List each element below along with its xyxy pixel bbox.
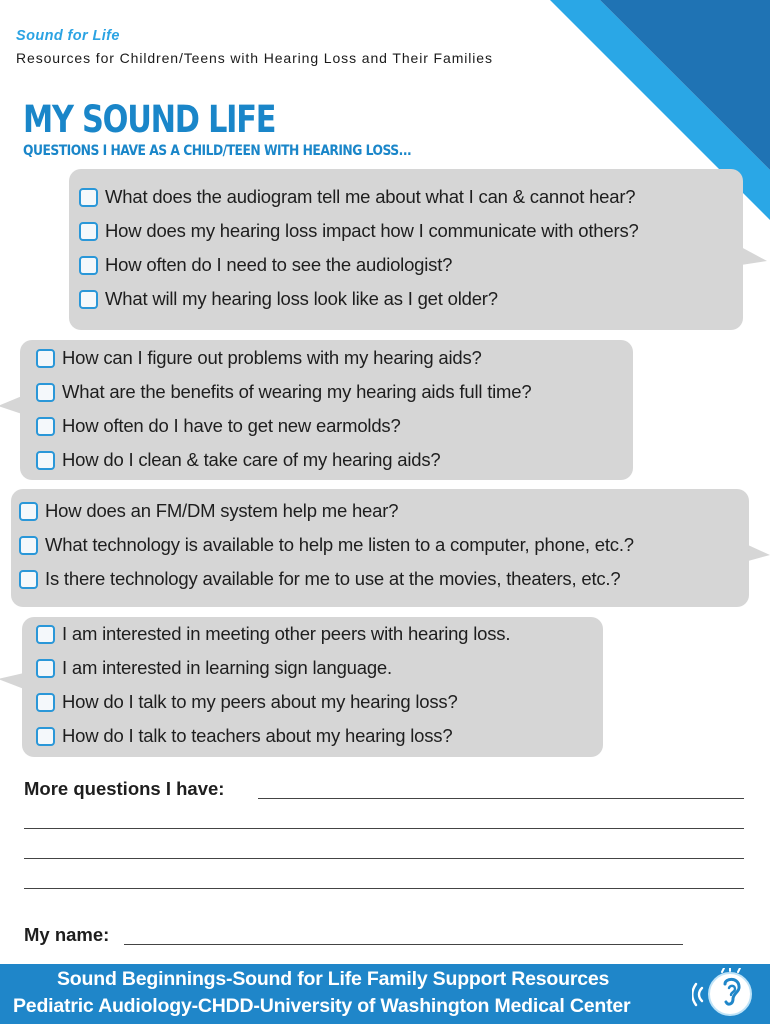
more-questions-line[interactable] [258, 798, 744, 799]
question-item[interactable] [79, 248, 639, 282]
question-text: What are the benefits of wearing my hearing aids full time? [62, 381, 532, 402]
question-item[interactable] [79, 180, 639, 214]
checkbox[interactable] [36, 417, 55, 436]
question-item[interactable] [36, 409, 531, 443]
footer-line-1: Sound Beginnings-Sound for Life Family Support Resources [57, 968, 610, 990]
page-subtitle: QUESTIONS I HAVE AS A CHILD/TEEN WITH HEARING LOSS... [23, 143, 412, 159]
question-item[interactable] [79, 282, 639, 316]
question-text: How do I clean & take care of my hearing aids? [62, 449, 441, 470]
question-text: How does an FM/DM system help me hear? [45, 500, 399, 521]
question-item[interactable] [19, 528, 634, 562]
question-list-1 [79, 180, 639, 316]
question-bubble-2 [20, 340, 633, 480]
brand-name: Sound for Life [16, 28, 120, 44]
checkbox[interactable] [36, 383, 55, 402]
checkbox[interactable] [19, 570, 38, 589]
question-item[interactable] [36, 375, 531, 409]
checkbox[interactable] [19, 502, 38, 521]
page-title: MY SOUND LIFE [23, 98, 276, 141]
question-text: Is there technology available for me to use at the movies, theaters, etc.? [45, 568, 621, 589]
footer-bar [0, 964, 770, 1024]
checkbox[interactable] [79, 256, 98, 275]
more-questions-line[interactable] [24, 888, 744, 889]
question-text: I am interested in learning sign language. [62, 657, 392, 678]
checkbox[interactable] [79, 188, 98, 207]
question-text: How often do I have to get new earmolds? [62, 415, 401, 436]
checkbox[interactable] [36, 625, 55, 644]
question-text: How do I talk to my peers about my hearing loss? [62, 691, 458, 712]
question-item[interactable] [36, 685, 510, 719]
more-questions-line[interactable] [24, 858, 744, 859]
checkbox[interactable] [79, 290, 98, 309]
question-bubble-1 [69, 169, 743, 330]
checkbox[interactable] [36, 349, 55, 368]
footer-line-2: Pediatric Audiology-CHDD-University of Washington Medical Center [13, 995, 631, 1017]
question-text: How does my hearing loss impact how I communicate with others? [105, 220, 639, 241]
question-list-2 [36, 341, 531, 477]
checkbox[interactable] [19, 536, 38, 555]
question-bubble-3 [11, 489, 749, 607]
question-text: What does the audiogram tell me about what I can & cannot hear? [105, 186, 636, 207]
question-text: What technology is available to help me listen to a computer, phone, etc.? [45, 534, 634, 555]
bubble-tail [748, 541, 770, 563]
brand-subtitle: Resources for Children/Teens with Hearing Loss and Their Families [16, 50, 493, 66]
brand-header [16, 28, 493, 66]
question-text: How often do I need to see the audiologist? [105, 254, 453, 275]
question-item[interactable] [36, 719, 510, 753]
bubble-tail [741, 241, 767, 267]
bubble-tail [0, 392, 22, 416]
question-item[interactable] [79, 214, 639, 248]
checkbox[interactable] [36, 451, 55, 470]
ear-logo-icon [692, 968, 762, 1020]
question-item[interactable] [19, 562, 634, 596]
checkbox[interactable] [36, 659, 55, 678]
question-text: How do I talk to teachers about my hearing loss? [62, 725, 453, 746]
question-text: What will my hearing loss look like as I get older? [105, 288, 498, 309]
more-questions-line[interactable] [24, 828, 744, 829]
name-line[interactable] [124, 944, 683, 945]
question-item[interactable] [36, 617, 510, 651]
question-item[interactable] [36, 341, 531, 375]
bubble-tail [0, 667, 24, 693]
question-list-3 [19, 494, 634, 596]
checkbox[interactable] [36, 693, 55, 712]
question-bubble-4 [22, 617, 603, 757]
checkbox[interactable] [36, 727, 55, 746]
question-item[interactable] [36, 443, 531, 477]
question-text: How can I figure out problems with my hearing aids? [62, 347, 482, 368]
question-item[interactable] [36, 651, 510, 685]
name-label: My name: [24, 924, 110, 945]
question-text: I am interested in meeting other peers with hearing loss. [62, 623, 511, 644]
more-questions-label: More questions I have: [24, 778, 225, 799]
checkbox[interactable] [79, 222, 98, 241]
question-item[interactable] [19, 494, 634, 528]
question-list-4 [36, 617, 510, 753]
